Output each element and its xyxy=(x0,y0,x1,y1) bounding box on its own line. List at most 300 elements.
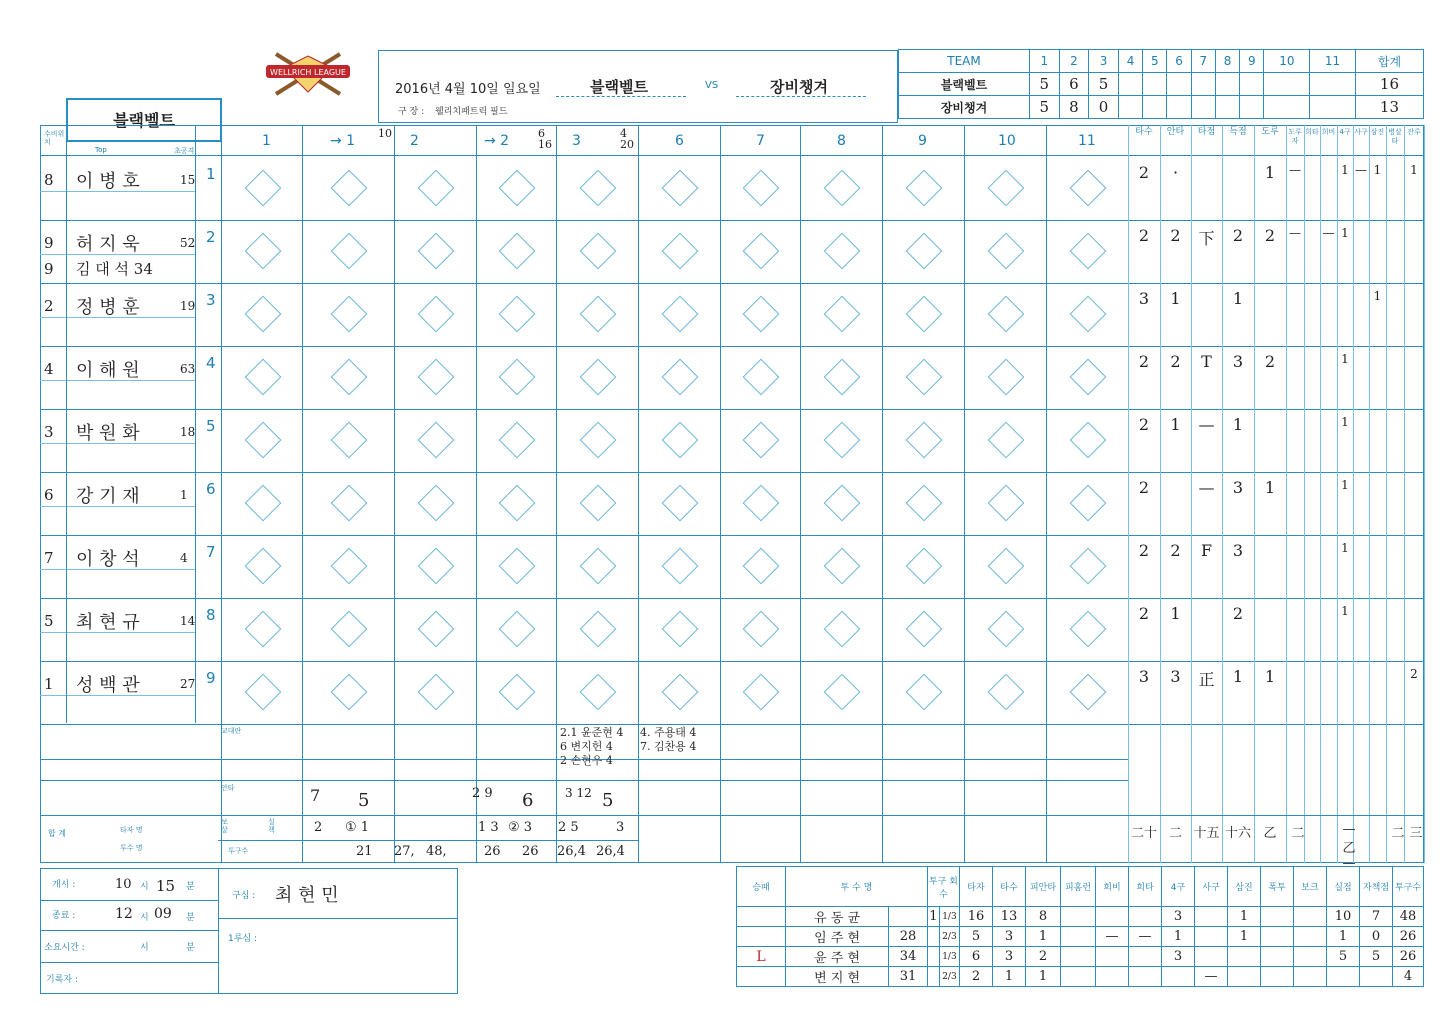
pitcher-ab: 3 xyxy=(993,927,1026,947)
pitching-header: 자책점 xyxy=(1360,867,1393,907)
player-stat: 2 xyxy=(1170,226,1181,245)
pitcher-np: 26 xyxy=(1393,947,1424,967)
player-stat: — xyxy=(1198,478,1215,497)
player-row-line xyxy=(40,283,1424,284)
stat-total: 二 xyxy=(1391,826,1405,841)
inning-header: 2 xyxy=(410,133,419,149)
pitcher-h: 1 xyxy=(1026,967,1061,987)
pitcher-name: 윤 주 현 xyxy=(786,947,889,967)
player-stat: 2 xyxy=(1138,604,1150,623)
linescore-run xyxy=(1264,73,1310,96)
start-hour: 10 xyxy=(115,877,132,892)
pitcher-hbp xyxy=(1195,947,1228,967)
duration-min-unit: 분 xyxy=(186,943,195,953)
stat-header: 잔루 xyxy=(1407,128,1421,136)
player-stat: 3 xyxy=(1232,352,1244,371)
batting-order: 8 xyxy=(206,606,216,624)
batting-order: 9 xyxy=(206,669,216,687)
batter-label: 타자 명 xyxy=(120,826,143,834)
player-stat: T xyxy=(1201,352,1212,371)
linescore-run xyxy=(1264,96,1310,119)
player-stat: 1 xyxy=(1170,289,1181,308)
pitcher-no xyxy=(889,907,928,927)
player-stat: 2 xyxy=(1264,352,1276,371)
pitcher-ip: 1 xyxy=(927,907,939,927)
pitcher-h: 1 xyxy=(1026,927,1061,947)
duration-hour-unit: 시 xyxy=(140,943,149,953)
linescore-total: 13 xyxy=(1355,96,1423,119)
player-stat: 1 xyxy=(1232,415,1244,434)
linescore-table xyxy=(898,49,1424,119)
pitcher-ip xyxy=(927,927,939,947)
player-row-line xyxy=(40,346,1424,347)
error-label: 실 책 xyxy=(268,818,275,834)
player-name: 허 지 욱 xyxy=(76,234,140,255)
substitute-list-left xyxy=(560,726,623,768)
inning-header: 3 xyxy=(572,133,581,149)
inning-column-line xyxy=(221,125,222,863)
player-stat: 2 xyxy=(1138,163,1150,182)
linescore-inning-9: 9 xyxy=(1240,50,1264,73)
pitcher-result xyxy=(737,907,786,927)
pitcher-np: 26 xyxy=(1393,927,1424,947)
init-label: 초공격 xyxy=(174,147,195,155)
logo-text: WELLRICH LEAGUE xyxy=(270,68,346,77)
hits-label: 안타 xyxy=(221,784,235,792)
stat-column-line xyxy=(1222,125,1223,863)
substitutes-label: 교대란 xyxy=(221,727,242,735)
linescore-run: 0 xyxy=(1089,96,1119,119)
umpire-label: 구심 : xyxy=(232,891,256,901)
pitcher-ipf: 1/3 xyxy=(939,947,959,967)
player-stat: 2 xyxy=(1138,478,1150,497)
player-stat: 1 xyxy=(1341,352,1349,366)
pitcher-ipf: 2/3 xyxy=(939,967,959,987)
pitcher-wp xyxy=(1261,967,1294,987)
linescore-run xyxy=(1167,73,1191,96)
pitcher-bf: 2 xyxy=(960,967,993,987)
hits-inning-3b: 5 xyxy=(602,790,614,811)
game-info-row-line xyxy=(40,962,218,963)
player-stat: 1 xyxy=(1232,289,1244,308)
pitcher-bf: 5 xyxy=(960,927,993,947)
substitute-entry: 7. 김찬용 4 xyxy=(640,740,697,753)
player-stat: F xyxy=(1200,541,1213,560)
inning-column-line xyxy=(964,125,965,863)
pitcher-bb: 3 xyxy=(1162,907,1195,927)
stat-total: 十六 xyxy=(1224,826,1251,841)
player-name: 정 병 훈 xyxy=(76,297,140,318)
player-stat: 2 xyxy=(1138,541,1150,560)
stat-total: —乙— xyxy=(1342,822,1356,871)
recorder-label: 기록자 : xyxy=(46,975,78,985)
linescore-inning-4: 4 xyxy=(1118,50,1142,73)
batting-order: 4 xyxy=(206,354,216,372)
inning-column-line xyxy=(720,125,721,863)
inning-header: 6 xyxy=(675,133,684,149)
pitching-header: 희비 xyxy=(1096,867,1129,907)
stat-header: 타점 xyxy=(1197,127,1216,137)
stat-column-line xyxy=(1320,125,1321,863)
top-label: Top xyxy=(95,146,107,154)
inning-header: → 2 xyxy=(484,133,510,149)
linescore-run xyxy=(1310,96,1356,119)
pitcher-er: 0 xyxy=(1360,927,1393,947)
pitcher-r: 1 xyxy=(1327,927,1360,947)
pitcher-so xyxy=(1228,967,1261,987)
linescore-total: 16 xyxy=(1355,73,1423,96)
player-stat: 2 xyxy=(1138,415,1150,434)
pitcher-hbp xyxy=(1195,927,1228,947)
pitching-header: 4구 xyxy=(1162,867,1195,907)
pitcher-so: 1 xyxy=(1228,907,1261,927)
pitcher-label: 투수 명 xyxy=(120,844,143,852)
player-stat: 1 xyxy=(1341,604,1349,618)
venue-name: 웰리치패트릭 필드 xyxy=(435,107,508,117)
pitcher-result xyxy=(737,927,786,947)
game-info-divider xyxy=(218,868,219,994)
pitcher-name: 임 주 현 xyxy=(786,927,889,947)
pos-header: 수비위치 xyxy=(44,130,65,146)
inning-note: 6 16 xyxy=(538,127,552,151)
linescore-run xyxy=(1215,73,1239,96)
player-position: 6 xyxy=(44,486,54,504)
player-number: 52 xyxy=(180,236,196,250)
pitch-count: 26,4 xyxy=(557,844,586,859)
player-stat: 下 xyxy=(1198,229,1215,248)
pitch-count: 27, xyxy=(394,844,415,859)
batting-order: 1 xyxy=(206,165,216,183)
player-stat: 2 xyxy=(1138,352,1150,371)
pitch-count: 26 xyxy=(484,844,501,859)
inning-column-line xyxy=(638,125,639,863)
player-stat: 2 xyxy=(1264,226,1276,245)
total-value: ① 1 xyxy=(345,820,370,835)
substitute-entry: 4. 주용태 4 xyxy=(640,726,697,739)
stat-total: 二 xyxy=(1291,826,1305,841)
pitcher-sh xyxy=(1129,907,1162,927)
inning-header: → 1 xyxy=(330,133,356,149)
linescore-run xyxy=(1118,96,1142,119)
start-min: 15 xyxy=(156,877,176,895)
inning-column-line xyxy=(476,125,477,863)
game-date: 2016년 4월 10일 일요일 xyxy=(395,82,541,97)
pitcher-sf xyxy=(1096,967,1129,987)
pitcher-h: 2 xyxy=(1026,947,1061,967)
inning-column-line xyxy=(302,125,303,863)
pitcher-name: 변 지 현 xyxy=(786,967,889,987)
linescore-run: 8 xyxy=(1059,96,1089,119)
pitcher-hr xyxy=(1061,927,1096,947)
stat-header: 타수 xyxy=(1135,127,1153,137)
linescore-inning-5: 5 xyxy=(1143,50,1167,73)
total-value: ② 3 xyxy=(508,820,533,835)
linescore-run xyxy=(1240,96,1264,119)
linescore-inning-8: 8 xyxy=(1215,50,1239,73)
substitute-list-right xyxy=(640,726,696,754)
player-position: 1 xyxy=(44,675,54,693)
inning-header: 8 xyxy=(837,133,846,149)
linescore-run xyxy=(1215,96,1239,119)
inning-column-line xyxy=(800,125,801,863)
player-stat: 1 xyxy=(1373,163,1382,177)
game-info-row-line xyxy=(40,900,218,901)
linescore-team-1: 블랙벨트 xyxy=(899,73,1030,96)
total-value: 2 xyxy=(314,820,323,835)
player-stat: 1 xyxy=(1410,163,1418,177)
stat-column-line xyxy=(1254,125,1255,863)
linescore-total-header: 합계 xyxy=(1355,50,1423,73)
player-stat: 3 xyxy=(1232,541,1244,560)
linescore-run xyxy=(1143,96,1167,119)
hits-inning-1b: 5 xyxy=(358,790,370,811)
hits-inning-3: 3 12 xyxy=(565,786,592,800)
pitcher-bb xyxy=(1162,967,1195,987)
player-stat: 2 xyxy=(1138,226,1150,245)
away-team-name: 장비챙겨 xyxy=(770,78,828,96)
column-line xyxy=(195,125,196,723)
linescore-inning-7: 7 xyxy=(1191,50,1215,73)
pitcher-bk xyxy=(1294,927,1327,947)
linescore-inning-2: 2 xyxy=(1059,50,1089,73)
pitching-header: 승패 xyxy=(737,867,786,907)
stat-header: 사구 xyxy=(1354,128,1368,136)
pitcher-sf xyxy=(1096,907,1129,927)
player-stat: 2 xyxy=(1170,352,1181,371)
total-value: 3 xyxy=(616,820,625,835)
player-stat: 1 xyxy=(1232,667,1244,686)
stat-header: 안타 xyxy=(1166,127,1185,137)
inning-header: 7 xyxy=(756,133,765,149)
pitcher-sh: — xyxy=(1129,927,1162,947)
stat-column-line xyxy=(1337,125,1338,863)
substitute-name: 김 대 석 34 xyxy=(76,260,153,278)
player-stat: — xyxy=(1322,226,1335,240)
inning-header: 10 xyxy=(998,133,1016,149)
pitching-header: 희타 xyxy=(1129,867,1162,907)
player-number: 19 xyxy=(180,299,196,313)
player-number: 63 xyxy=(180,362,196,376)
stat-header: 도루자 xyxy=(1288,128,1302,145)
pitcher-bb: 3 xyxy=(1162,947,1195,967)
player-stat: 1 xyxy=(1264,478,1276,497)
stat-header: 희타 xyxy=(1305,128,1319,136)
player-stat: 1 xyxy=(1373,289,1382,303)
inning-column-line xyxy=(1046,125,1047,863)
player-row-line xyxy=(40,409,1424,410)
hits-row-divider xyxy=(40,780,1128,781)
stat-total: 二十 xyxy=(1130,826,1157,841)
pitcher-no: 34 xyxy=(889,947,928,967)
end-min: 09 xyxy=(154,906,172,922)
player-stat: 1 xyxy=(1170,415,1181,434)
player-stat: 1 xyxy=(1341,163,1349,177)
pitcher-h: 8 xyxy=(1026,907,1061,927)
linescore-run xyxy=(1240,73,1264,96)
player-row-line xyxy=(40,598,1424,599)
stat-total: 乙 xyxy=(1263,826,1277,841)
pitcher-bk xyxy=(1294,947,1327,967)
end-hour-unit: 시 xyxy=(140,913,149,923)
player-row-line xyxy=(40,661,1424,662)
linescore-run xyxy=(1167,96,1191,119)
player-stat: — xyxy=(1355,163,1367,177)
player-stat: 1 xyxy=(1341,541,1349,555)
pitcher-sh xyxy=(1129,947,1162,967)
batting-order: 2 xyxy=(206,228,216,246)
stat-column-line xyxy=(1304,125,1305,863)
totals-label: 합 계 xyxy=(48,829,66,838)
player-position: 3 xyxy=(44,423,54,441)
batting-order: 3 xyxy=(206,291,216,309)
total-value: 2 5 xyxy=(558,820,579,835)
player-stat: 2 xyxy=(1232,604,1244,623)
player-number: 27 xyxy=(180,677,196,691)
stat-column-line xyxy=(1404,125,1405,863)
player-stat: 2 xyxy=(1410,667,1418,681)
header-row-divider xyxy=(40,155,1424,156)
first-base-umpire-label: 1루심 : xyxy=(228,934,258,944)
pitching-header: 사구 xyxy=(1195,867,1228,907)
pitcher-hr xyxy=(1061,907,1096,927)
player-row-line xyxy=(40,724,1424,725)
pitching-header: 타자 xyxy=(960,867,993,907)
linescore-inning-11: 11 xyxy=(1310,50,1356,73)
pitcher-so xyxy=(1228,947,1261,967)
player-number: 14 xyxy=(180,614,196,628)
player-position: 7 xyxy=(44,549,54,567)
end-hour: 12 xyxy=(115,906,133,922)
league-logo xyxy=(262,50,354,98)
pitcher-sf: — xyxy=(1096,927,1129,947)
linescore-run: 5 xyxy=(1030,96,1060,119)
stat-column-line xyxy=(1160,125,1161,863)
pitcher-r: 10 xyxy=(1327,907,1360,927)
linescore-run xyxy=(1118,73,1142,96)
duration-label: 소요시간 : xyxy=(44,943,85,953)
player-row-line xyxy=(40,472,1424,473)
pitcher-result: L xyxy=(737,947,786,967)
linescore-run xyxy=(1191,73,1215,96)
player-stat: · xyxy=(1172,163,1179,182)
stat-header: 득점 xyxy=(1229,127,1247,137)
pitcher-row xyxy=(737,907,1424,927)
stat-column-line xyxy=(1386,125,1387,863)
player-stat: 1 xyxy=(1341,478,1349,492)
pitcher-row xyxy=(737,927,1424,947)
umpire-row-line xyxy=(218,918,458,919)
pitching-header: 보크 xyxy=(1294,867,1327,907)
linescore-run: 5 xyxy=(1030,73,1060,96)
start-hour-unit: 시 xyxy=(140,882,149,892)
player-name: 성 백 관 xyxy=(76,675,140,696)
pitcher-ab: 1 xyxy=(993,967,1026,987)
linescore-run: 6 xyxy=(1059,73,1089,96)
home-team-name: 블랙벨트 xyxy=(590,78,648,96)
away-team-underline xyxy=(736,96,866,97)
linescore-team-2: 장비챙겨 xyxy=(899,96,1030,119)
player-number: 4 xyxy=(180,551,188,565)
pitcher-so: 1 xyxy=(1228,927,1261,947)
pitching-header: 투 수 명 xyxy=(786,867,928,907)
linescore-inning-10: 10 xyxy=(1264,50,1310,73)
pitch-count-label: 투구수 xyxy=(228,847,249,855)
inning-column-line xyxy=(556,125,557,863)
player-name: 이 해 원 xyxy=(76,360,140,381)
batting-order: 5 xyxy=(206,417,216,435)
scorecard-team-name: 블랙벨트 xyxy=(113,111,175,130)
pitching-header: 피안타 xyxy=(1026,867,1061,907)
player-position: 8 xyxy=(44,171,54,189)
hits-inning-2: 2 9 xyxy=(472,786,493,801)
pitcher-sf xyxy=(1096,947,1129,967)
player-stat: — xyxy=(1289,163,1301,177)
linescore-team-header: TEAM xyxy=(899,50,1030,73)
end-min-unit: 분 xyxy=(186,913,195,923)
player-position: 9 xyxy=(44,234,54,252)
player-name: 이 창 석 xyxy=(76,549,140,570)
linescore-run xyxy=(1143,73,1167,96)
player-stat: 2 xyxy=(1232,226,1244,245)
linescore-run: 5 xyxy=(1089,73,1119,96)
venue-label: 구 장 : xyxy=(398,107,425,117)
pitcher-r xyxy=(1327,967,1360,987)
home-team-underline xyxy=(556,96,686,97)
stat-header: 4구 xyxy=(1339,128,1351,136)
inning-header: 1 xyxy=(262,133,271,149)
game-info-row-line xyxy=(40,930,218,931)
player-position: 4 xyxy=(44,360,54,378)
pitcher-no: 31 xyxy=(889,967,928,987)
pitching-table xyxy=(736,866,1424,987)
pitcher-wp xyxy=(1261,947,1294,967)
pitcher-row xyxy=(737,947,1424,967)
pitcher-bk xyxy=(1294,967,1327,987)
player-stat: 3 xyxy=(1232,478,1244,497)
stat-header: 희비 xyxy=(1321,128,1336,136)
stat-column-line xyxy=(1128,125,1129,863)
start-label: 개시 : xyxy=(52,880,76,890)
hits-inning-2b: 6 xyxy=(522,790,534,811)
pitcher-r: 5 xyxy=(1327,947,1360,967)
player-stat: — xyxy=(1198,415,1215,434)
stat-column-line xyxy=(1191,125,1192,863)
player-stat: 1 xyxy=(1170,604,1181,623)
column-line xyxy=(66,125,67,723)
pitcher-ab: 13 xyxy=(993,907,1026,927)
player-name: 박 원 화 xyxy=(76,423,140,444)
player-name: 강 기 재 xyxy=(76,486,140,507)
substitute-entry: 2.1 윤준현 4 xyxy=(560,726,624,739)
pitching-header: 타수 xyxy=(993,867,1026,907)
pitcher-bk xyxy=(1294,907,1327,927)
pitcher-hbp xyxy=(1195,907,1228,927)
pitching-header: 삼진 xyxy=(1228,867,1261,907)
pitcher-result xyxy=(737,967,786,987)
stat-header: 도루 xyxy=(1261,127,1279,137)
player-number: 15 xyxy=(180,173,196,187)
substitute-position: 9 xyxy=(44,260,54,278)
pitcher-hbp: — xyxy=(1195,967,1228,987)
inning-header: 11 xyxy=(1078,133,1096,149)
linescore-inning-3: 3 xyxy=(1089,50,1119,73)
linescore-run xyxy=(1310,73,1356,96)
linescore-run xyxy=(1191,96,1215,119)
totals-row-divider xyxy=(40,815,1424,816)
player-stat: 正 xyxy=(1198,670,1215,689)
batting-order: 6 xyxy=(206,480,216,498)
player-stat: 1 xyxy=(1264,667,1276,686)
